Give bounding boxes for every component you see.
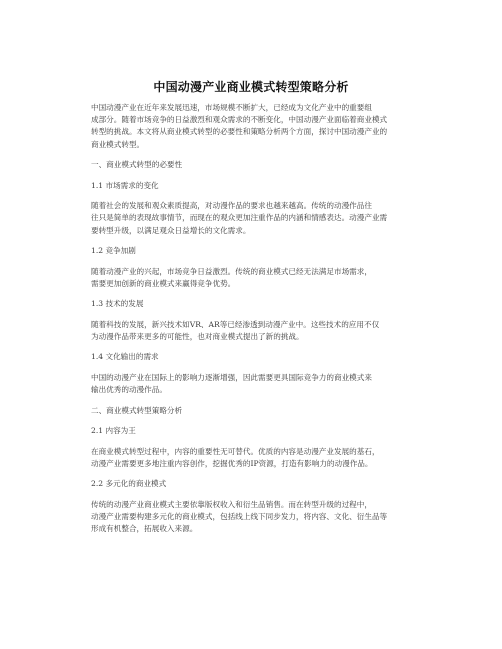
section-heading <box>76 351 430 363</box>
text-line: 1.1 市场需求的变化 <box>91 180 159 190</box>
document-body <box>76 102 430 544</box>
paragraph <box>76 266 430 290</box>
document-title: 中国动漫产业商业模式转型策略分析 <box>153 80 349 94</box>
paragraph <box>76 372 430 396</box>
text-line: 在商业模式转型过程中，内容的重要性无可替代。优质的内容是动漫产业发展的基石， <box>91 446 380 456</box>
text-line: 转型的挑战。本文将从商业模式转型的必要性和策略分析两个方面，探讨中国动漫产业的 <box>91 127 388 137</box>
text-line: 要转型升级，以满足观众日益增长的文化需求。 <box>91 225 251 235</box>
section-heading <box>76 298 430 310</box>
text-line: 一、商业模式转型的必要性 <box>91 160 183 170</box>
text-line: 中国动漫产业在近年来发展迅速，市场规模不断扩大，已经成为文化产业中的重要组 <box>91 103 372 112</box>
text-line: 输出优秀的动漫作品。 <box>91 385 167 395</box>
text-line: 1.4 文化输出的需求 <box>91 352 159 362</box>
text-line: 形成有机整合，拓展收入来源。 <box>91 524 198 534</box>
section-heading <box>76 405 430 417</box>
paragraph <box>76 319 430 343</box>
text-line: 需要更加创新的商业模式来赢得竞争优势。 <box>91 278 236 288</box>
text-line: 1.3 技术的发展 <box>91 299 144 309</box>
text-line: 商业模式转型。 <box>91 139 145 149</box>
section-heading <box>76 425 430 437</box>
text-line: 成部分。随着市场竞争的日益激烈和观众需求的不断变化，中国动漫产业面临着商业模式 <box>91 115 388 125</box>
section-heading <box>76 478 430 490</box>
text-line: 往只是简单的表现故事情节，而现在的观众更加注重作品的内涵和情感表达。动漫产业需 <box>91 213 388 223</box>
text-line: 动漫产业需要构建多元化的商业模式，包括线上线下同步发力，将内容、文化、衍生品等 <box>91 512 388 522</box>
section-heading <box>76 159 430 171</box>
text-line: 随着动漫产业的兴起，市场竞争日益激烈。传统的商业模式已经无法满足市场需求， <box>91 266 372 276</box>
text-line: 传统的动漫产业商业模式主要依靠版权收入和衍生品销售。而在转型升级的过程中， <box>91 499 372 509</box>
paragraph <box>76 200 430 237</box>
text-line: 2.1 内容为王 <box>91 426 136 436</box>
section-heading <box>76 245 430 257</box>
text-line: 随着社会的发展和观众素质提高，对动漫作品的要求也越来越高。传统的动漫作品往 <box>91 201 372 211</box>
text-line: 动漫产业需要更多地注重内容创作，挖掘优秀的IP资源，打造有影响力的动漫作品。 <box>91 458 373 468</box>
text-line: 为动漫作品带来更多的可能性，也对商业模式提出了新的挑战。 <box>91 331 304 341</box>
text-line: 二、商业模式转型策略分析 <box>91 405 183 415</box>
text-line: 随着科技的发展，新兴技术如VR、AR等已经渗透到动漫产业中。这些技术的应用不仅 <box>91 319 380 329</box>
section-heading <box>76 180 430 192</box>
text-line: 中国的动漫产业在国际上的影响力逐渐增强，因此需要更具国际竞争力的商业模式来 <box>91 372 372 382</box>
paragraph <box>76 499 430 536</box>
text-line: 1.2 竞争加剧 <box>91 246 136 256</box>
paragraph <box>76 102 430 151</box>
text-line: 2.2 多元化的商业模式 <box>91 479 167 489</box>
paragraph <box>76 446 430 470</box>
